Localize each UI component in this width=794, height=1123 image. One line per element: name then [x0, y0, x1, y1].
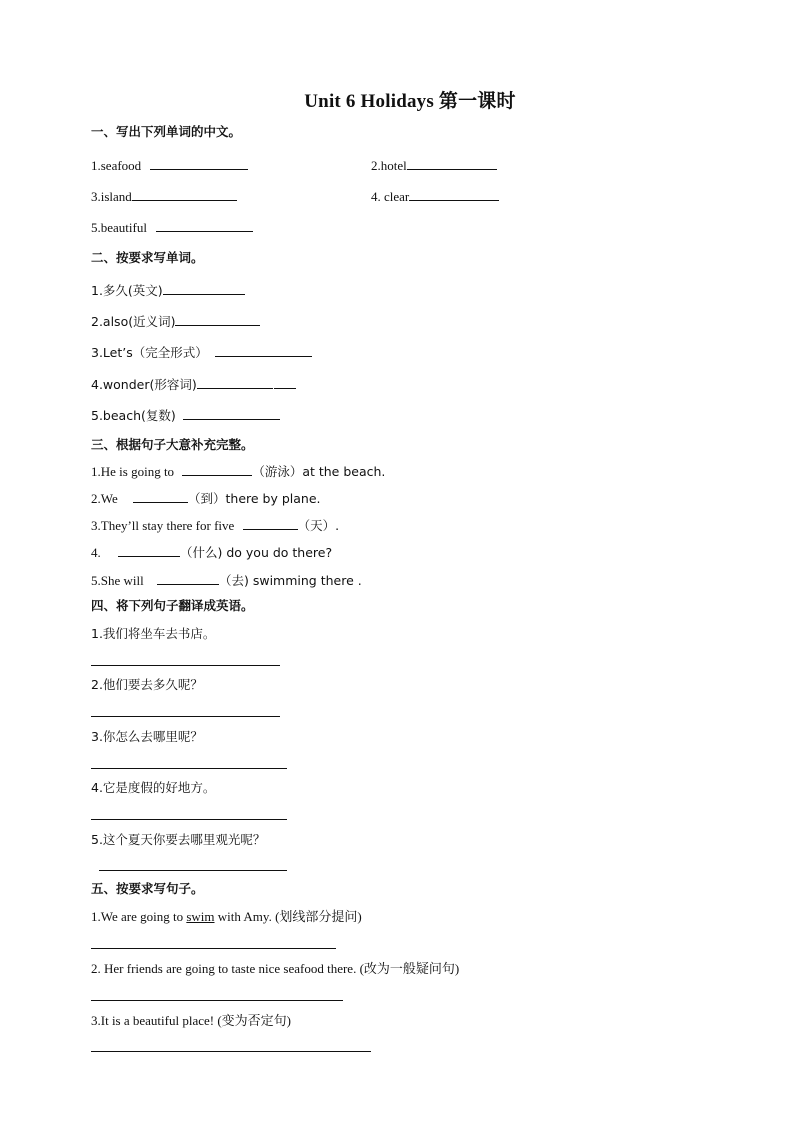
s3-item-1-text-a: 1.He is going to [91, 464, 175, 479]
s4-item-4-answer-line[interactable] [91, 819, 287, 820]
s1-item-5-blank[interactable] [156, 219, 253, 232]
s2-item-4-label: 4.wonder(形容词) [91, 377, 197, 392]
s3-item-2-blank[interactable] [133, 490, 188, 503]
s2-item-4-blank-b[interactable] [274, 376, 296, 389]
s3-item-5 [91, 572, 362, 589]
s1-item-4-label: 4. clear [371, 189, 410, 204]
s5-item-1-text-b: with Amy. (划线部分提问) [217, 909, 362, 924]
s1-item-3-blank[interactable] [132, 188, 237, 201]
s4-item-1: 1.我们将坐车去书店。 [91, 626, 216, 641]
s5-item-2: 2. Her friends are going to taste nice seafood there. (改为一般疑问句) [91, 961, 460, 976]
s3-item-4-blank[interactable] [118, 544, 180, 557]
s3-item-5-text-b: （去) swimming there . [218, 573, 362, 588]
s1-item-4-blank[interactable] [409, 188, 499, 201]
s1-item-4 [371, 188, 499, 205]
s2-item-4 [91, 376, 296, 393]
s1-item-3-label: 3.island [91, 189, 132, 204]
s3-item-3 [91, 517, 339, 534]
s4-item-5-answer-line[interactable] [99, 870, 287, 871]
s4-item-5: 5.这个夏天你要去哪里观光呢？ [91, 832, 266, 847]
s1-item-5 [91, 219, 253, 236]
section-4-heading: 四、将下列句子翻译成英语。 [91, 598, 254, 613]
s2-item-2-blank[interactable] [175, 313, 260, 326]
s3-item-3-text-a: 3.They’ll stay there for five [91, 518, 235, 533]
s5-item-3-answer-line[interactable] [91, 1051, 371, 1052]
s3-item-5-text-a: 5.She will [91, 573, 144, 588]
s4-item-2: 2.他们要去多久呢？ [91, 677, 203, 692]
s3-item-2-text-b: （到）there by plane. [188, 491, 321, 506]
s2-item-5 [91, 407, 280, 424]
s4-item-2-answer-line[interactable] [91, 716, 280, 717]
s3-item-1-text-b: （游泳）at the beach. [252, 464, 386, 479]
s5-item-1-text-a: 1.We are going to [91, 909, 184, 924]
s3-item-1 [91, 463, 385, 480]
s4-item-3: 3.你怎么去哪里呢？ [91, 729, 203, 744]
s4-item-1-answer-line[interactable] [91, 665, 280, 666]
s1-item-1 [91, 157, 248, 174]
s5-item-1-answer-line[interactable] [91, 948, 336, 949]
s3-item-3-text-b: （天）. [297, 518, 340, 533]
section-5-heading: 五、按要求写句子。 [91, 881, 204, 896]
s2-item-1 [91, 282, 245, 299]
s2-item-2-label: 2.also(近义词) [91, 314, 176, 329]
s3-item-4-text-b: （什么) do you do there? [180, 545, 333, 560]
s5-item-3: 3.It is a beautiful place! (变为否定句) [91, 1013, 291, 1028]
s4-item-4: 4.它是度假的好地方。 [91, 780, 216, 795]
page-title: Unit 6 Holidays 第一课时 [304, 91, 516, 112]
s2-item-1-blank[interactable] [163, 282, 245, 295]
s2-item-5-label: 5.beach(复数) [91, 408, 176, 423]
s3-item-2 [91, 490, 321, 507]
s3-item-1-blank[interactable] [182, 463, 252, 476]
s1-item-2 [371, 157, 497, 174]
s3-item-4-text-a: 4. [91, 545, 101, 560]
section-3-heading: 三、根据句子大意补充完整。 [91, 437, 254, 452]
s1-item-3 [91, 188, 237, 205]
s2-item-3-blank[interactable] [215, 344, 312, 357]
s2-item-1-label: 1.多久(英文) [91, 283, 163, 298]
s1-item-1-blank[interactable] [150, 157, 248, 170]
s2-item-4-blank-a[interactable] [197, 376, 273, 389]
s5-item-1 [91, 909, 362, 925]
s1-item-5-label: 5.beautiful [91, 220, 147, 235]
s3-item-4 [91, 544, 332, 561]
s3-item-3-blank[interactable] [243, 517, 298, 530]
s2-item-3 [91, 344, 312, 361]
s2-item-2 [91, 313, 260, 330]
s1-item-2-label: 2.hotel [371, 158, 407, 173]
s4-item-3-answer-line[interactable] [91, 768, 287, 769]
s1-item-1-label: 1.seafood [91, 158, 142, 173]
s1-item-2-blank[interactable] [407, 157, 497, 170]
section-2-heading: 二、按要求写单词。 [91, 250, 204, 265]
s3-item-2-text-a: 2.We [91, 491, 118, 506]
s3-item-5-blank[interactable] [157, 572, 219, 585]
s2-item-5-blank[interactable] [183, 407, 280, 420]
section-1-heading: 一、写出下列单词的中文。 [91, 124, 242, 139]
s5-item-2-answer-line[interactable] [91, 1000, 343, 1001]
s2-item-3-label: 3.Let’s（完全形式） [91, 345, 208, 360]
s5-item-1-underlined-word: swim [186, 909, 215, 924]
